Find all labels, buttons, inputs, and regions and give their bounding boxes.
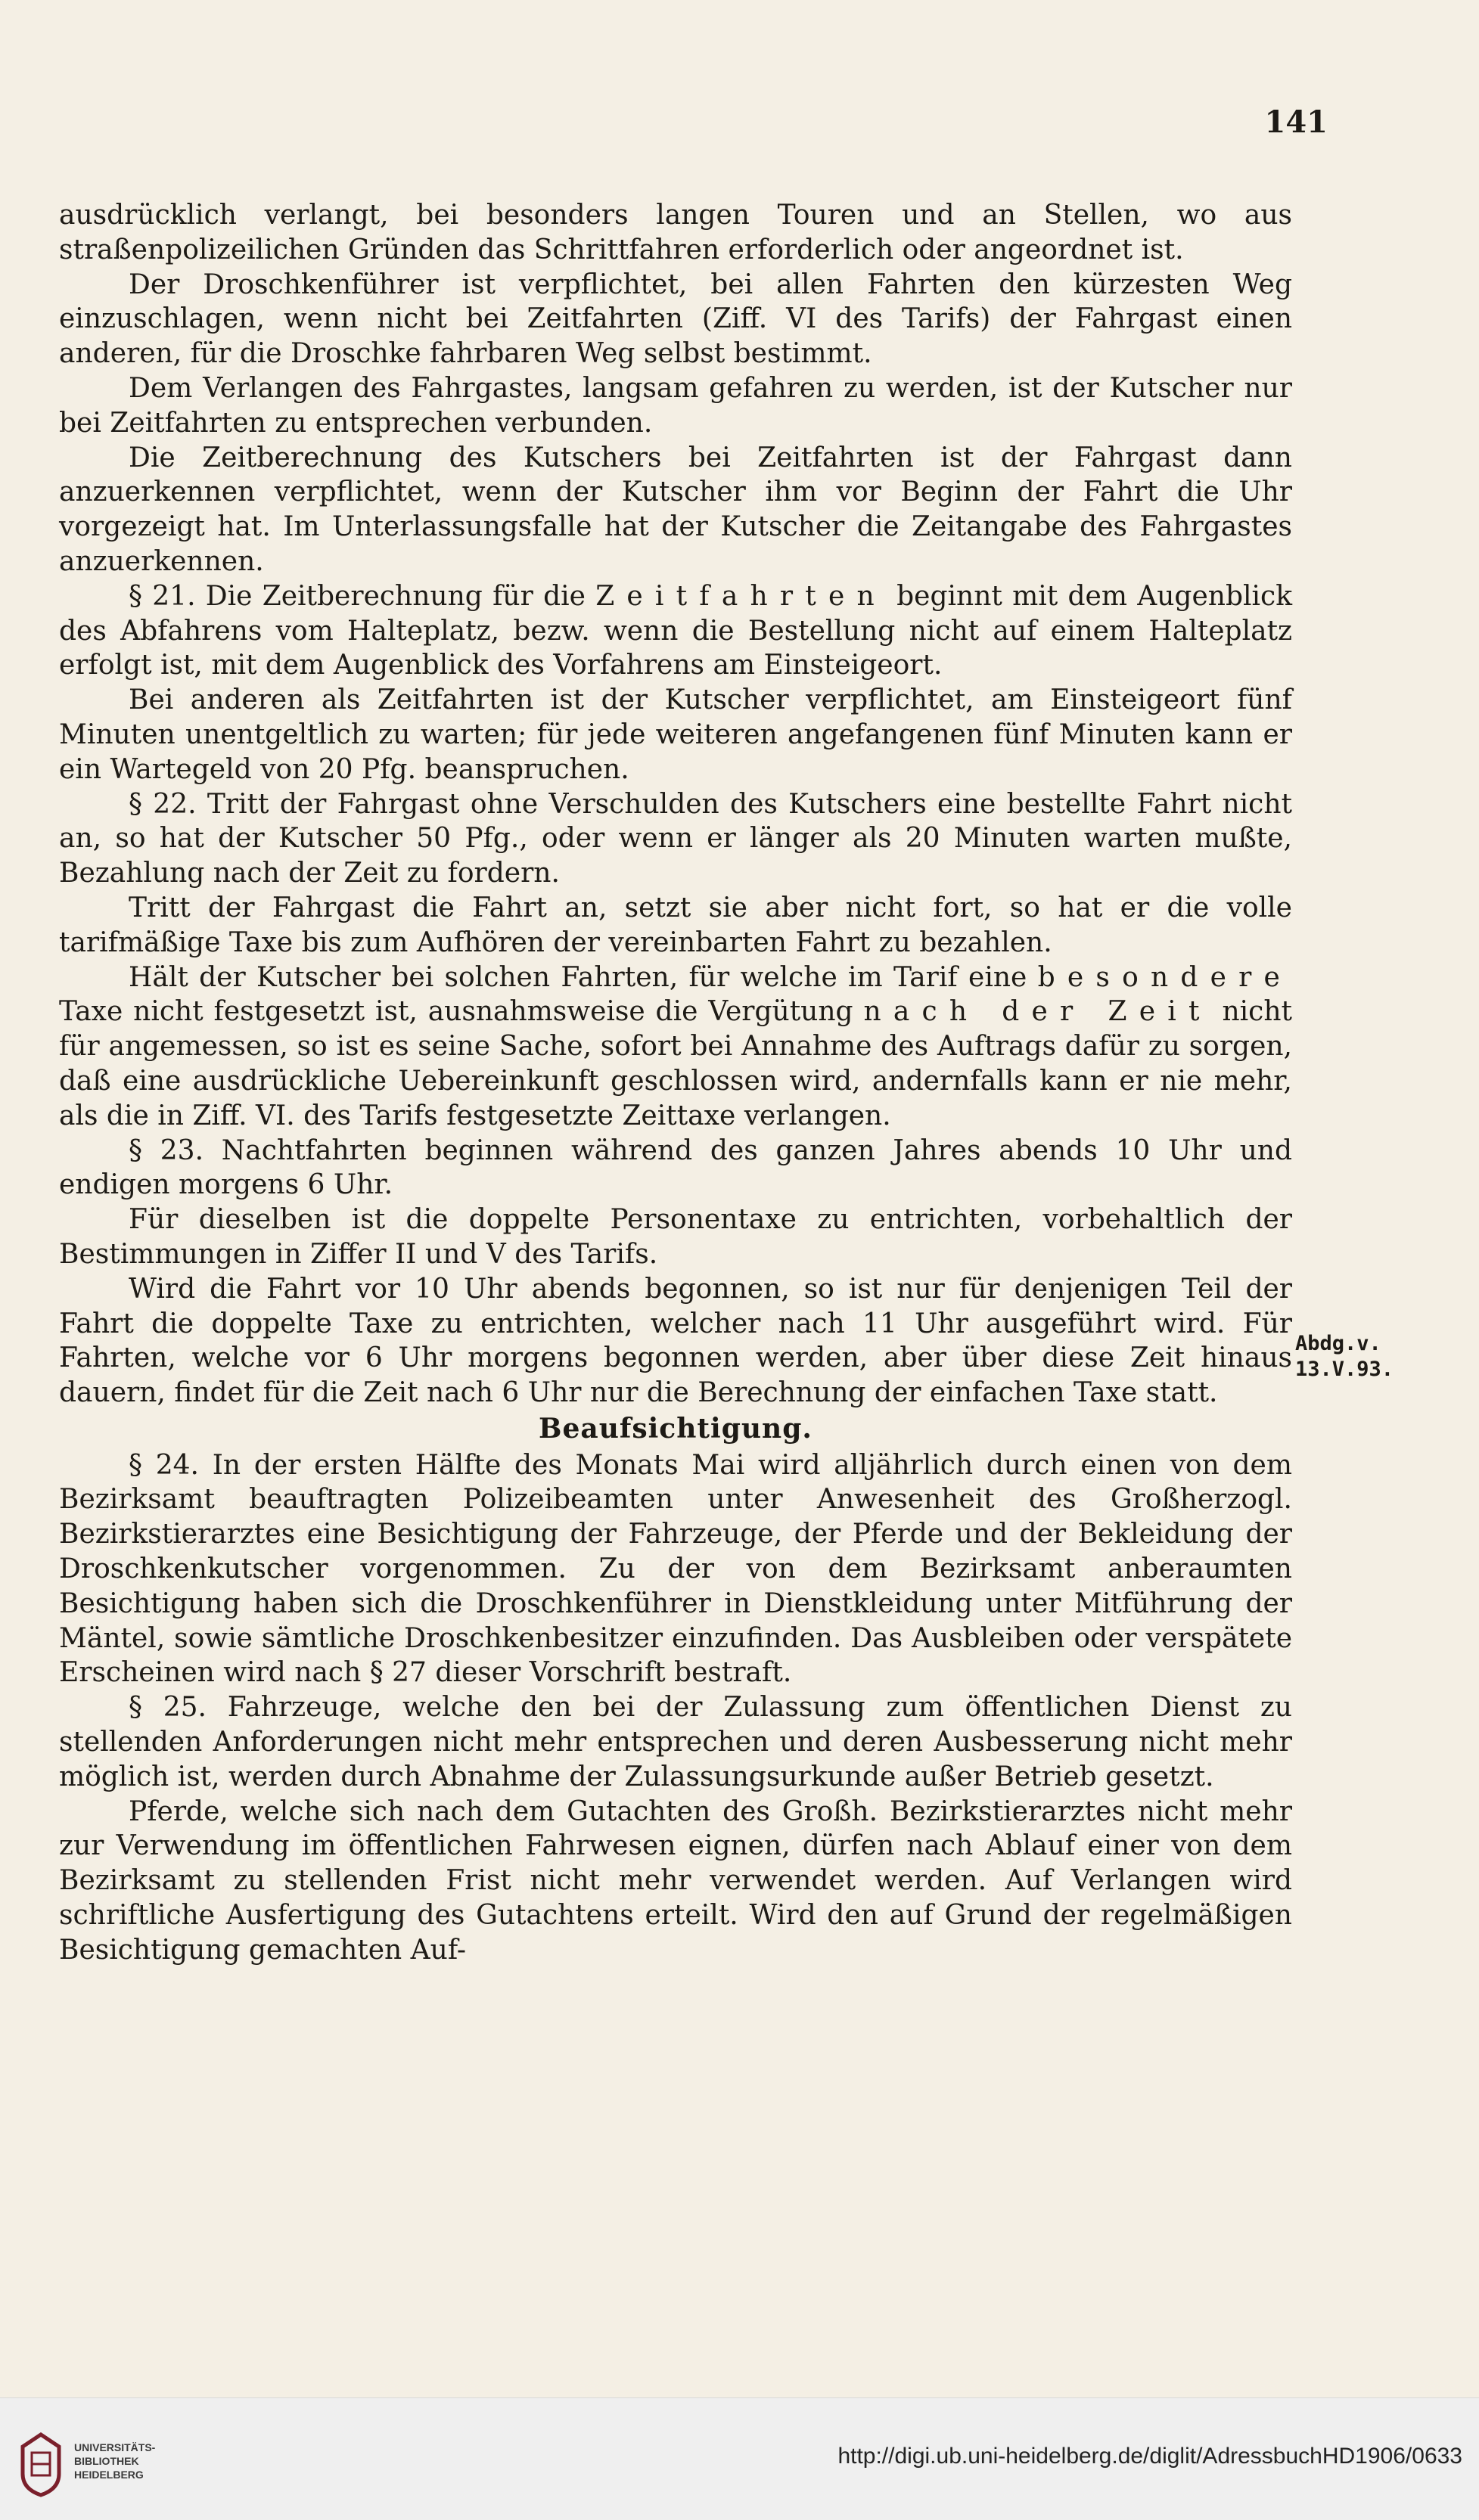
library-logo[interactable] — [17, 2430, 198, 2498]
logo-text — [74, 2441, 155, 2481]
paragraph-section-23: § 23. Nachtfahrten beginnen während des ganzen Jahres abends 10 Uhr und endigen morgens 6 Uhr. — [59, 1134, 1292, 1201]
paragraph-section-21 — [59, 579, 1292, 683]
spaced-term: nach der Zeit — [863, 996, 1212, 1028]
text-run: § 21. Die Zeitberechnung für die — [129, 580, 596, 612]
margin-note — [1295, 1331, 1446, 1383]
footer-bar — [0, 2397, 1479, 2520]
spaced-term: Zeitfahrten — [595, 580, 887, 612]
paragraph: Für dieselben ist die doppelte Personentaxe zu entrichten, vorbehaltlich der Bestimmungen in Ziffer II und V des Tarifs. — [59, 1204, 1292, 1270]
logo-line: HEIDELBERG — [74, 2469, 144, 2481]
paragraph: Tritt der Fahrgast die Fahrt an, setzt sie aber nicht fort, so hat er die volle tarifmäßige Taxe bis zum Aufhören der vereinbarten Fahrt zu bezahlen. — [59, 892, 1292, 958]
spaced-term: besondere — [1037, 961, 1292, 993]
source-url-link[interactable]: http://digi.ub.uni-heidelberg.de/diglit/AdressbuchHD1906/0633 — [837, 2444, 1462, 2469]
text-run: Hält der Kutscher bei solchen Fahrten, für welche im Tarif eine — [129, 961, 1038, 993]
paragraph: Dem Verlangen des Fahrgastes, langsam gefahren zu werden, ist der Kutscher nur bei Zeitfahrten zu entsprechen verbunden. — [59, 372, 1292, 439]
paragraph: ausdrücklich verlangt, bei besonders langen Touren und an Stellen, wo aus straßenpolizeilichen Gründen das Schrittfahren erforderlich oder angeordnet ist. — [59, 200, 1292, 265]
paragraph: Bei anderen als Zeitfahrten ist der Kutscher verpflichtet, am Einsteigeort fünf Minuten unentgeltlich zu warten; für jede weiteren angefangenen fünf Minuten kann er ein Wartegeld von 20 Pfg. beanspruchen. — [59, 684, 1292, 785]
paragraph: Die Zeitberechnung des Kutschers bei Zeitfahrten ist der Fahrgast dann anzuerkennen verpflichtet, wenn der Kutscher ihm vor Beginn der Fahrt die Uhr vorgezeigt hat. Im Unterlassungsfalle hat der Kutscher die Zeitangabe des Fahrgastes anzuerkennen. — [59, 442, 1292, 577]
library-seal-icon — [17, 2430, 65, 2498]
paragraph-section-24: § 24. In der ersten Hälfte des Monats Mai wird alljährlich durch einen von dem Bezirksamt beauftragten Polizeibeamten unter Anwesenheit des Großherzogl. Bezirkstierarztes eine Besichtigung der Fahrzeuge, der Pferde und der Bekleidung der Droschkenkutscher vorgenommen. Zu der von dem Bezirksamt anberaumten Besichtigung haben sich die Droschkenführer in Dienstkleidung unter Mitführung der Mäntel, sowie sämtliche Droschkenbesitzer einzufinden. Das Ausbleiben oder verspätete Erscheinen wird nach § 27 dieser Vorschrift bestraft. — [59, 1449, 1292, 1689]
text-run: beginnt mit dem Augenblick des Abfahrens vom Halteplatz, bezw. wenn die Bestellung nicht auf einem Halteplatz erfolgt ist, mit dem Augenblick des Vorfahrens am Einsteigeort. — [59, 580, 1293, 681]
paragraph: Der Droschkenführer ist verpflichtet, bei allen Fahrten den kürzesten Weg einzuschlagen, wenn nicht bei Zeitfahrten (Ziff. VI des Tarifs) der Fahrgast einen anderen, für die Droschke fahrbaren Weg selbst bestimmt. — [59, 268, 1292, 370]
paragraph — [59, 961, 1292, 1134]
text-run: nicht für angemessen, so ist es seine Sache, sofort bei Annahme des Auftrags dafür zu sorgen, daß eine ausdrückliche Uebereinkunft geschlossen wird, andernfalls kann er nie mehr, als die in Ziff. VI. des Tarifs festgesetzte Zeittaxe verlangen. — [59, 996, 1292, 1131]
body-text — [59, 198, 1292, 1968]
paragraph-section-22: § 22. Tritt der Fahrgast ohne Verschulden des Kutschers eine bestellte Fahrt nicht an, so hat der Kutscher 50 Pfg., oder wenn er länger als 20 Minuten warten mußte, Bezahlung nach der Zeit zu fordern. — [59, 788, 1292, 889]
section-heading: Beaufsichtigung. — [539, 1412, 813, 1445]
text-run: Taxe nicht festgesetzt ist, ausnahmsweise die Vergütung — [59, 996, 864, 1028]
paragraph: Pferde, welche sich nach dem Gutachten des Großh. Bezirkstierarztes nicht mehr zur Verwendung im öffentlichen Fahrwesen eignen, dürfen nach Ablauf einer von dem Bezirksamt zu stellenden Frist nicht mehr verwendet werden. Auf Verlangen wird schriftliche Ausfertigung des Gutachtens erteilt. Wird den auf Grund der regelmäßigen Besichtigung gemachten Auf- — [59, 1795, 1292, 1966]
logo-line: UNIVERSITÄTS- — [74, 2441, 156, 2453]
logo-line: BIBLIOTHEK — [74, 2455, 139, 2467]
margin-note-line: 13.V.93. — [1295, 1358, 1394, 1381]
margin-note-line: Abdg.v. — [1295, 1332, 1381, 1355]
paragraph-section-25: § 25. Fahrzeuge, welche den bei der Zulassung zum öffentlichen Dienst zu stellenden Anforderungen nicht mehr entsprechen und deren Ausbesserung nicht mehr möglich ist, werden durch Abnahme der Zulassungsurkunde außer Betrieb gesetzt. — [59, 1692, 1292, 1792]
paragraph: Wird die Fahrt vor 10 Uhr abends begonnen, so ist nur für denjenigen Teil der Fahrt die doppelte Taxe zu entrichten, welcher nach 11 Uhr ausgeführt wird. Für Fahrten, welche vor 6 Uhr morgens begonnen werden, aber über diese Zeit hinaus dauern, findet für die Zeit nach 6 Uhr nur die Berechnung der einfachen Taxe statt. — [59, 1273, 1292, 1409]
page-number: 141 — [1264, 104, 1328, 140]
